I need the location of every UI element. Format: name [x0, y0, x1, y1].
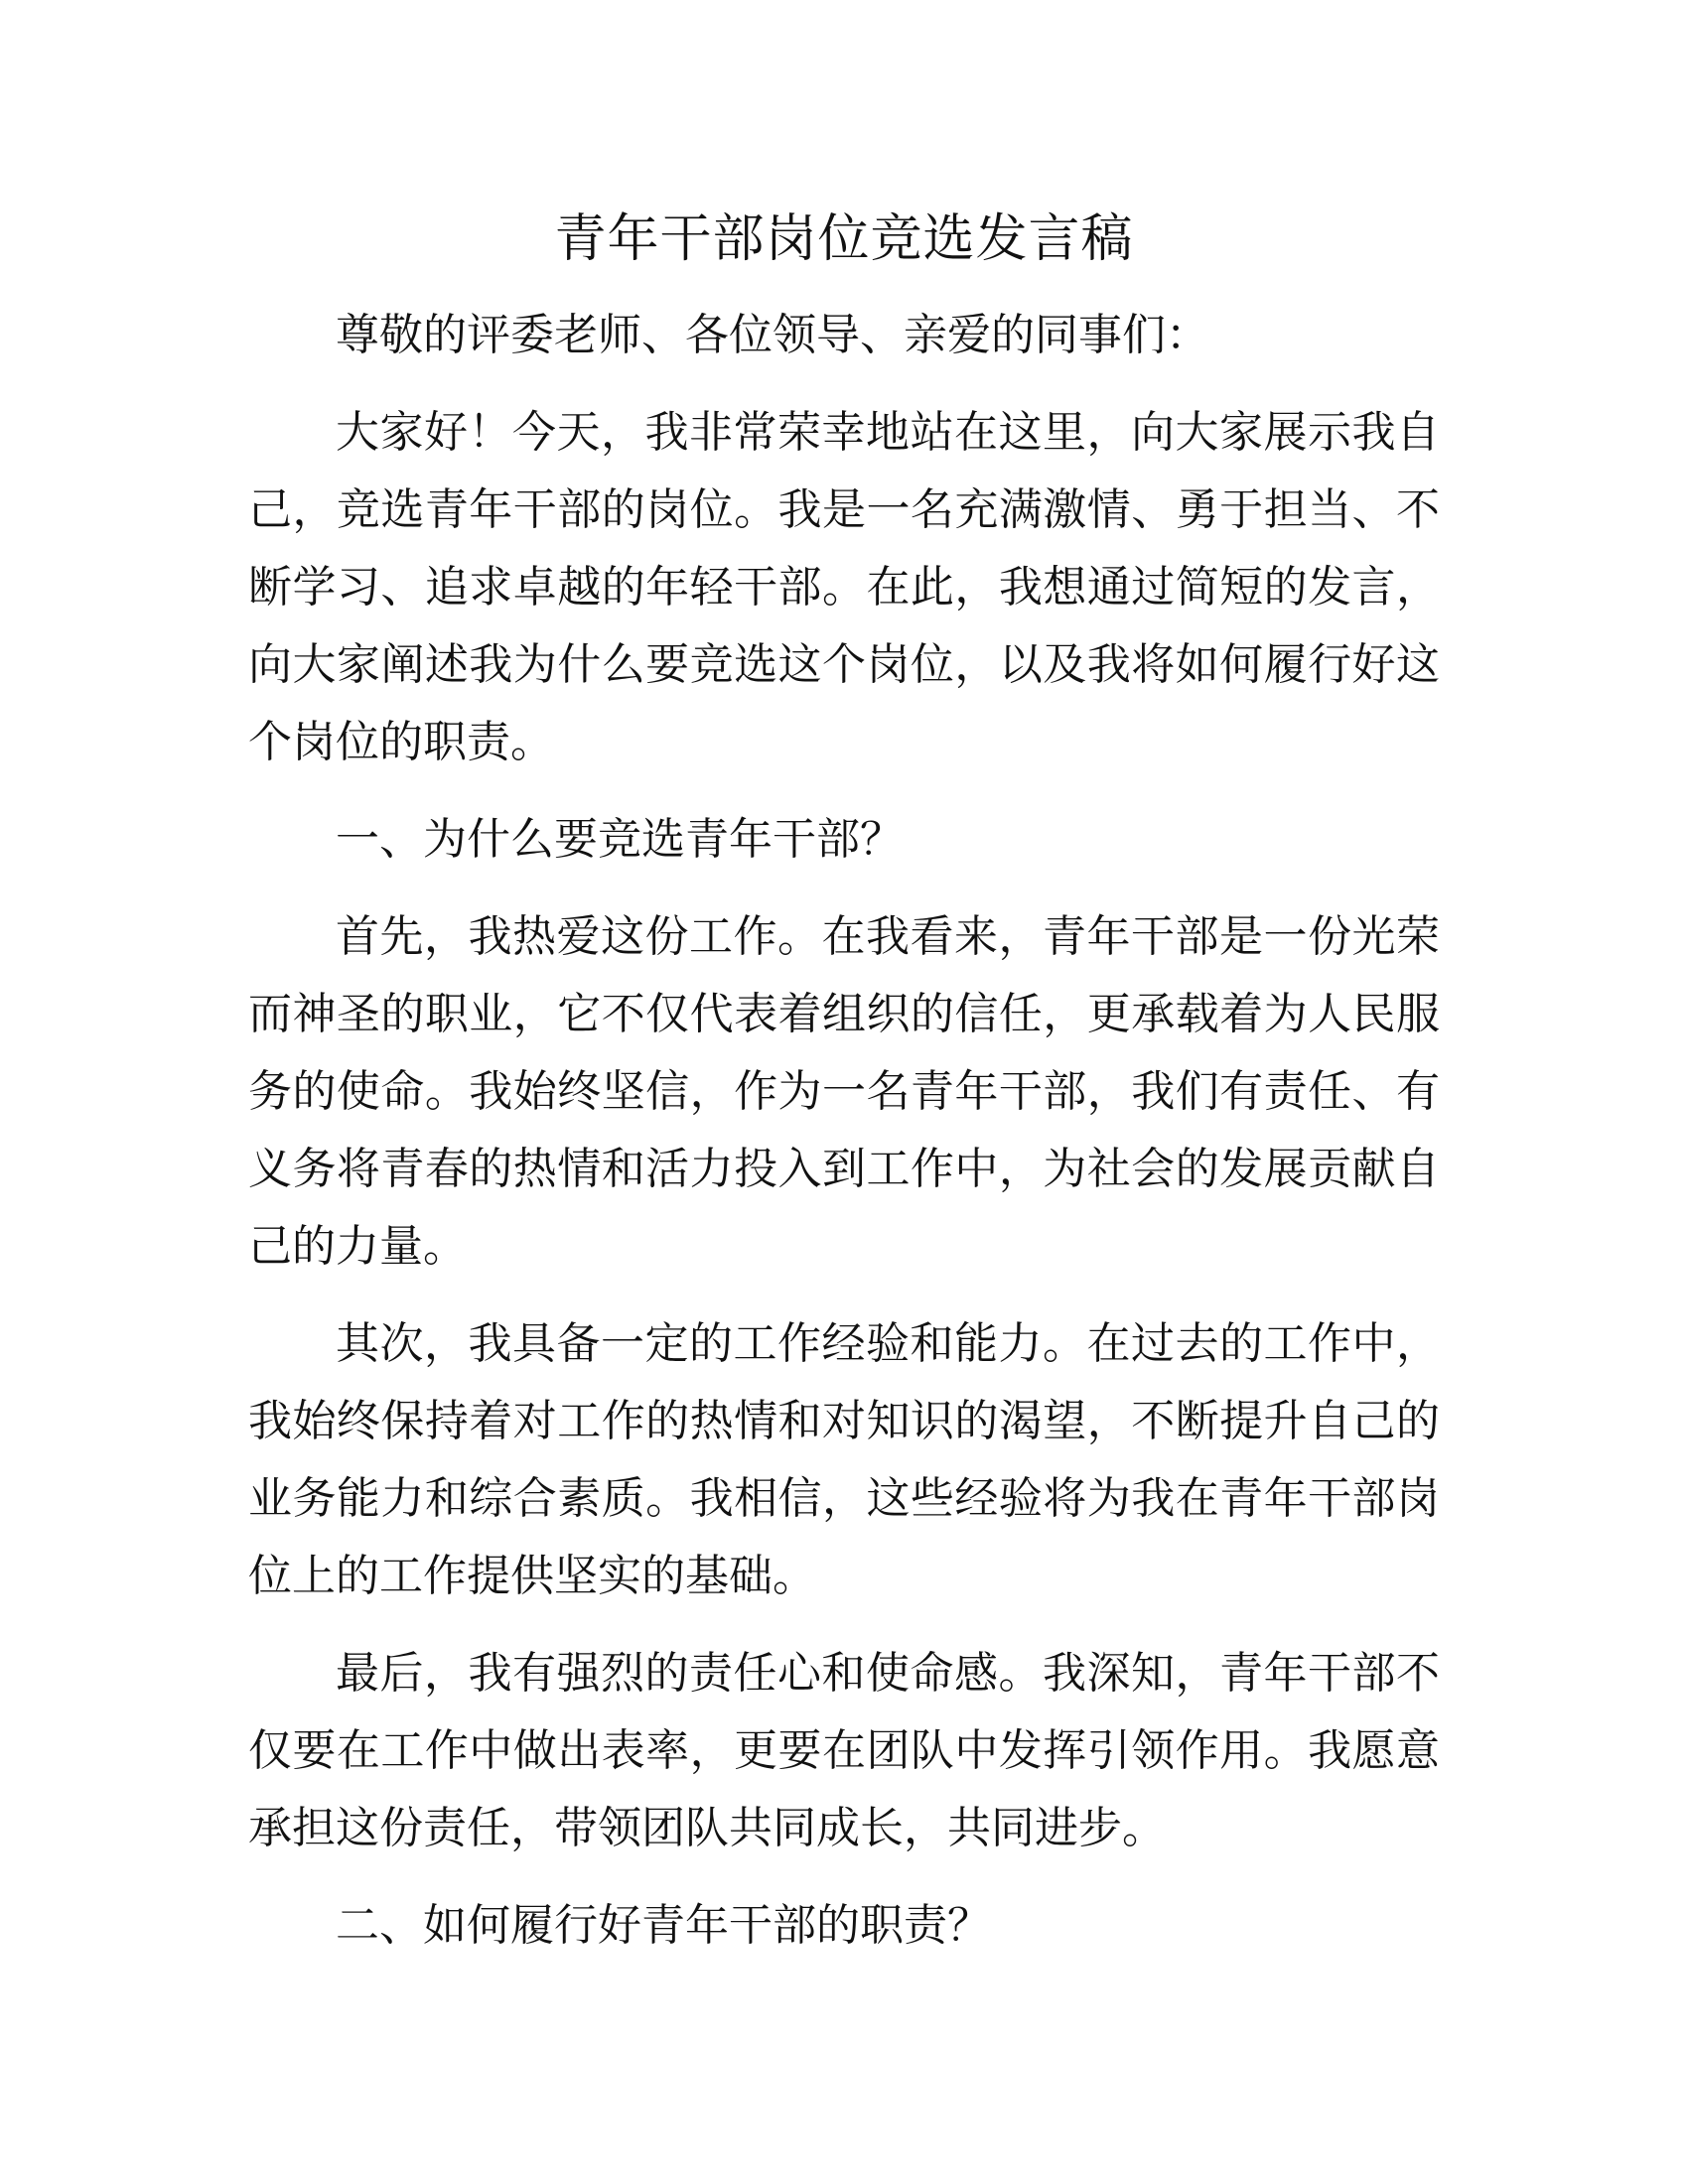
salutation: 尊敬的评委老师、各位领导、亲爱的同事们： — [336, 310, 1209, 360]
section-1-paragraph-2: 其次，我具备一定的工作经验和能力。在过去的工作中，我始终保持着对工作的热情和对知识的渴望，不断提升自己的业务能力和综合素质。我相信，这些经验将为我在青年干部岗位上的工作提供坚实的基础。 — [248, 1318, 1440, 1601]
document-page — [248, 204, 1440, 1984]
section-1-heading: 一、为什么要竞选青年干部？ — [336, 814, 904, 865]
section-1-paragraph-1: 首先，我热爱这份工作。在我看来，青年干部是一份光荣而神圣的职业，它不仅代表着组织的信任，更承载着为人民服务的使命。我始终坚信，作为一名青年干部，我们有责任、有义务将青春的热情和活力投入到工作中，为社会的发展贡献自己的力量。 — [248, 911, 1440, 1272]
document-title: 青年干部岗位竞选发言稿 — [554, 209, 1134, 269]
section-2-heading: 二、如何履行好青年干部的职责？ — [336, 1900, 991, 1951]
section-1-paragraph-3: 最后，我有强烈的责任心和使命感。我深知，青年干部不仅要在工作中做出表率，更要在团队中发挥引领作用。我愿意承担这份责任，带领团队共同成长，共同进步。 — [248, 1648, 1440, 1853]
intro-paragraph: 大家好！今天，我非常荣幸地站在这里，向大家展示我自己，竞选青年干部的岗位。我是一名充满激情、勇于担当、不断学习、追求卓越的年轻干部。在此，我想通过简短的发言，向大家阐述我为什么要竞选这个岗位，以及我将如何履行好这个岗位的职责。 — [248, 407, 1440, 767]
